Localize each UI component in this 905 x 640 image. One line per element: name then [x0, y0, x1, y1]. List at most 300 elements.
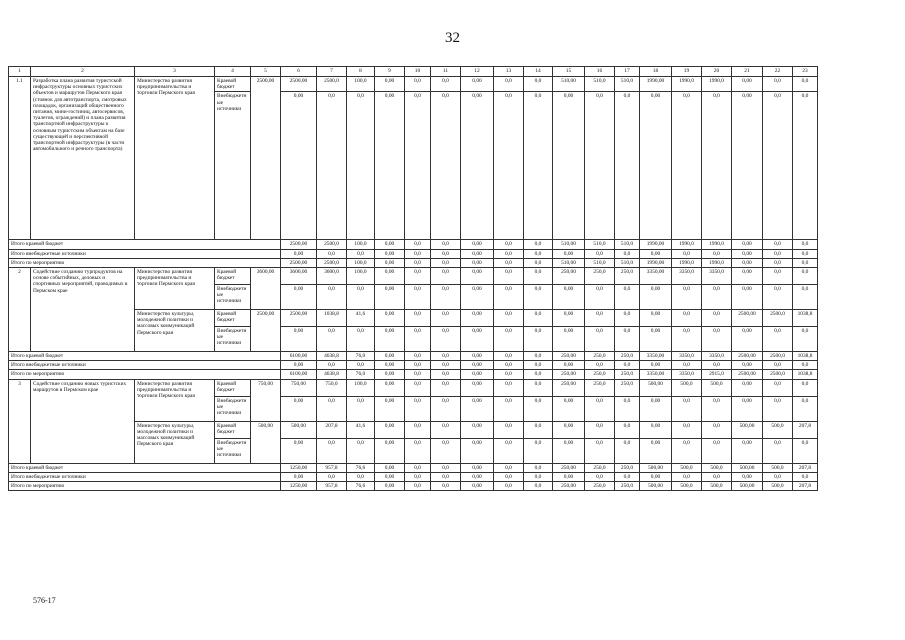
value-cell: 0,0 [494, 240, 524, 249]
value-cell: 0,0 [615, 472, 640, 481]
value-cell: 0,0 [702, 472, 732, 481]
value-cell: 0,0 [494, 310, 524, 327]
value-cell: 0,0 [615, 249, 640, 258]
value-cell: 0,00 [553, 327, 585, 352]
value-cell: 0,00 [461, 77, 494, 92]
value-cell: 0,0 [431, 258, 461, 267]
value-cell: 1990,0 [702, 258, 732, 267]
value-cell: 0,00 [732, 361, 763, 370]
value-cell: 0,0 [763, 396, 793, 421]
row-2-a-budget [9, 268, 818, 285]
value-cell: 0,00 [461, 310, 494, 327]
value-cell: 0,00 [375, 240, 405, 249]
value-cell: 0,0 [524, 379, 553, 396]
value-cell: 0,0 [524, 361, 553, 370]
value-cell: 0,0 [672, 421, 702, 438]
value-cell: 0,0 [431, 249, 461, 258]
value-cell: 0,0 [347, 438, 375, 463]
value-cell: 0,0 [405, 77, 431, 92]
column-number: 21 [732, 67, 763, 77]
executor: Министерство культуры, молодежной политики и массовых коммуникаций Пермского края [135, 310, 215, 352]
total-row-budget [9, 463, 818, 472]
value-cell: 0,00 [375, 370, 405, 379]
item-number: 1.1 [9, 77, 31, 240]
value-cell: 0,00 [553, 92, 585, 240]
value-cell: 500,0 [672, 482, 702, 491]
value-cell: 0,0 [405, 438, 431, 463]
column-number: 16 [585, 67, 615, 77]
value-cell: 0,0 [585, 310, 615, 327]
value-cell: 0,0 [672, 396, 702, 421]
value-cell: 2500,00 [732, 352, 763, 361]
source-budget: Краевой бюджет [215, 379, 251, 396]
value-cell: 0,0 [702, 396, 732, 421]
value-cell: 0,0 [585, 327, 615, 352]
column-number: 8 [347, 67, 375, 77]
value-cell: 0,00 [732, 438, 763, 463]
value-cell: 3350,0 [672, 370, 702, 379]
value-cell: 0,00 [640, 396, 672, 421]
value-cell: 0,0 [347, 285, 375, 310]
value-cell: 0,0 [494, 258, 524, 267]
total-row-extra [9, 472, 818, 481]
value-cell: 0,0 [524, 421, 553, 438]
value-cell: 3600,00 [281, 268, 317, 285]
value-cell: 750,0 [317, 379, 347, 396]
value-cell: 100,0 [347, 379, 375, 396]
value-cell: 0,00 [461, 361, 494, 370]
value-cell: 0,0 [793, 396, 818, 421]
value-cell: 0,0 [793, 361, 818, 370]
column-number: 1 [9, 67, 31, 77]
value-cell: 0,0 [494, 421, 524, 438]
total-label: Итого внебюджетные источники [9, 472, 281, 481]
value-cell: 0,00 [461, 258, 494, 267]
financing-table [8, 66, 818, 491]
value-cell: 0,00 [732, 240, 763, 249]
value-cell: 0,0 [524, 249, 553, 258]
value-cell: 0,0 [524, 472, 553, 481]
value-cell: 0,0 [494, 285, 524, 310]
value-cell: 0,0 [405, 92, 431, 240]
value-cell: 0,0 [431, 370, 461, 379]
column-number: 19 [672, 67, 702, 77]
value-cell: 2500,00 [281, 77, 317, 92]
value-cell: 500,00 [732, 421, 763, 438]
value-cell: 0,00 [375, 352, 405, 361]
total-label: Итого краевой бюджет [9, 240, 281, 249]
executor: Министерство развития предпринимательства и торговли Пермского края [135, 77, 215, 240]
value-cell: 0,0 [405, 379, 431, 396]
value-cell: 1038,8 [793, 352, 818, 361]
source-extra: Внебюджетные источники [215, 92, 251, 240]
value-cell: 0,00 [553, 396, 585, 421]
value-cell: 0,0 [585, 472, 615, 481]
value-cell: 510,00 [553, 258, 585, 267]
value-cell: 0,0 [615, 396, 640, 421]
value-cell: 510,0 [585, 240, 615, 249]
item-name: Разработка плана развития туристской инфраструктуры основных туристских объектов и маршрутов Пермского края (стоянок для автотранспорта, смотровых площадок, организаций общественного питания, мини-гостиниц, автосервисов, туалетов, ограждений) и плана развития транспортной инфраструктуры к основным туристским объектам на базе существующей и перспективной транспортной инфраструктуры (в части автомобильного и речного транспорта) [31, 77, 135, 240]
value-cell: 0,0 [524, 396, 553, 421]
value-cell: 0,00 [461, 249, 494, 258]
value-cell: 1990,00 [640, 77, 672, 92]
value-cell: 0,0 [405, 258, 431, 267]
value-cell: 500,0 [763, 482, 793, 491]
value-cell: 0,0 [524, 370, 553, 379]
value-cell: 2500,00 [732, 310, 763, 327]
value-cell: 1990,0 [672, 240, 702, 249]
value-cell: 76,0 [347, 352, 375, 361]
value-cell: 250,00 [553, 463, 585, 472]
value-cell: 0,0 [615, 438, 640, 463]
value-cell: 0,00 [461, 327, 494, 352]
value-cell: 0,0 [672, 310, 702, 327]
value-cell: 0,00 [375, 92, 405, 240]
value-cell: 0,00 [375, 438, 405, 463]
value-cell: 500,00 [640, 463, 672, 472]
value-cell: 0,00 [640, 438, 672, 463]
value-cell: 750,00 [281, 379, 317, 396]
value-cell: 1990,0 [702, 240, 732, 249]
value-cell: 0,0 [347, 361, 375, 370]
value-cell: 0,0 [524, 438, 553, 463]
value-cell: 0,0 [615, 327, 640, 352]
value-cell: 0,0 [494, 396, 524, 421]
column-number: 12 [461, 67, 494, 77]
column-number: 15 [553, 67, 585, 77]
value-cell: 76,6 [347, 463, 375, 472]
value-cell: 250,0 [585, 352, 615, 361]
value-cell: 250,0 [585, 463, 615, 472]
value-cell: 0,0 [347, 472, 375, 481]
value-cell: 0,0 [431, 77, 461, 92]
value-cell: 0,0 [585, 92, 615, 240]
value-cell: 0,0 [431, 268, 461, 285]
item-name: Содействие созданию турпродуктов на основе событийных, деловых и спортивных мероприятий, проводимых в Пермском крае [31, 268, 135, 352]
value-cell: 0,0 [405, 361, 431, 370]
value-cell: 500,00 [640, 482, 672, 491]
value-cell: 1250,00 [281, 482, 317, 491]
value-cell: 0,00 [732, 249, 763, 258]
value-cell: 0,0 [585, 249, 615, 258]
value-cell: 250,0 [615, 379, 640, 396]
value-cell: 0,00 [640, 327, 672, 352]
value-cell: 0,0 [524, 240, 553, 249]
value-cell: 0,0 [317, 249, 347, 258]
value-cell: 1038,8 [793, 370, 818, 379]
value-cell: 0,0 [585, 438, 615, 463]
value-cell: 0,0 [793, 249, 818, 258]
value-cell: 0,0 [702, 327, 732, 352]
value-cell: 0,00 [461, 240, 494, 249]
total-label: Итого по мероприятию [9, 258, 281, 267]
table-body [9, 77, 818, 491]
column-number: 7 [317, 67, 347, 77]
value-cell: 250,0 [585, 370, 615, 379]
value-cell: 6100,00 [281, 352, 317, 361]
total-row-all [9, 258, 818, 267]
total-cell: 2500,00 [251, 77, 281, 240]
executor: Министерство развития предпринимательства и торговли Пермского края [135, 379, 215, 421]
value-cell: 0,0 [793, 240, 818, 249]
value-cell: 0,0 [672, 472, 702, 481]
value-cell: 0,0 [672, 438, 702, 463]
column-number: 3 [135, 67, 215, 77]
value-cell: 0,0 [317, 327, 347, 352]
value-cell: 2500,0 [317, 240, 347, 249]
value-cell: 1990,0 [702, 77, 732, 92]
value-cell: 0,00 [281, 92, 317, 240]
value-cell: 0,0 [317, 438, 347, 463]
value-cell: 100,0 [347, 258, 375, 267]
value-cell: 1038,8 [317, 310, 347, 327]
source-budget: Краевой бюджет [215, 310, 251, 327]
value-cell: 0,0 [494, 361, 524, 370]
value-cell: 250,0 [615, 268, 640, 285]
column-number: 23 [793, 67, 818, 77]
value-cell: 0,0 [317, 361, 347, 370]
value-cell: 0,00 [732, 396, 763, 421]
value-cell: 0,0 [494, 327, 524, 352]
value-cell: 0,0 [793, 77, 818, 92]
value-cell: 0,0 [702, 421, 732, 438]
value-cell: 0,00 [461, 285, 494, 310]
value-cell: 500,0 [702, 463, 732, 472]
source-extra: Внебюджетные источники [215, 327, 251, 352]
value-cell: 0,0 [347, 396, 375, 421]
total-row-all [9, 482, 818, 491]
value-cell: 0,0 [702, 285, 732, 310]
column-number: 10 [405, 67, 431, 77]
value-cell: 250,00 [553, 370, 585, 379]
header-row [9, 67, 818, 77]
value-cell: 0,00 [281, 327, 317, 352]
value-cell: 0,0 [431, 379, 461, 396]
value-cell: 0,0 [494, 92, 524, 240]
value-cell: 6100,00 [281, 370, 317, 379]
value-cell: 250,0 [585, 379, 615, 396]
column-number: 6 [281, 67, 317, 77]
value-cell: 0,0 [347, 249, 375, 258]
value-cell: 0,0 [672, 285, 702, 310]
value-cell: 0,0 [793, 258, 818, 267]
value-cell: 207,8 [793, 463, 818, 472]
value-cell: 0,0 [524, 285, 553, 310]
value-cell: 510,00 [553, 240, 585, 249]
source-extra: Внебюджетные источники [215, 396, 251, 421]
value-cell: 0,0 [763, 361, 793, 370]
value-cell: 0,0 [615, 310, 640, 327]
value-cell: 1990,00 [640, 240, 672, 249]
value-cell: 0,0 [405, 421, 431, 438]
value-cell: 100,0 [347, 268, 375, 285]
executor: Министерство культуры, молодежной политики и массовых коммуникаций Пермского края [135, 421, 215, 463]
value-cell: 0,00 [281, 438, 317, 463]
value-cell: 0,0 [431, 463, 461, 472]
value-cell: 0,0 [524, 310, 553, 327]
total-row-budget [9, 352, 818, 361]
source-budget: Краевой бюджет [215, 268, 251, 285]
value-cell: 0,0 [405, 327, 431, 352]
value-cell: 0,00 [375, 258, 405, 267]
column-number: 2 [31, 67, 135, 77]
column-number: 5 [251, 67, 281, 77]
column-number: 20 [702, 67, 732, 77]
value-cell: 100,0 [347, 77, 375, 92]
column-number: 13 [494, 67, 524, 77]
value-cell: 0,00 [732, 268, 763, 285]
value-cell: 0,00 [375, 327, 405, 352]
value-cell: 2915,0 [702, 370, 732, 379]
value-cell: 0,0 [431, 285, 461, 310]
value-cell: 0,0 [494, 482, 524, 491]
value-cell: 0,0 [494, 370, 524, 379]
value-cell: 0,0 [702, 310, 732, 327]
value-cell: 0,0 [672, 327, 702, 352]
value-cell: 3350,0 [672, 352, 702, 361]
value-cell: 0,0 [763, 472, 793, 481]
value-cell: 0,00 [375, 249, 405, 258]
source-extra: Внебюджетные источники [215, 438, 251, 463]
value-cell: 0,0 [763, 379, 793, 396]
value-cell: 0,00 [461, 92, 494, 240]
value-cell: 957,8 [317, 463, 347, 472]
value-cell: 0,0 [494, 379, 524, 396]
value-cell: 0,00 [553, 361, 585, 370]
column-number: 14 [524, 67, 553, 77]
value-cell: 3350,00 [640, 370, 672, 379]
value-cell: 250,00 [553, 352, 585, 361]
value-cell: 0,0 [793, 268, 818, 285]
total-label: Итого по мероприятию [9, 482, 281, 491]
value-cell: 250,0 [615, 463, 640, 472]
value-cell: 0,0 [763, 249, 793, 258]
total-row-extra [9, 249, 818, 258]
value-cell: 0,0 [431, 352, 461, 361]
value-cell: 250,0 [615, 352, 640, 361]
value-cell: 500,0 [672, 379, 702, 396]
value-cell: 0,00 [732, 258, 763, 267]
source-budget: Краевой бюджет [215, 421, 251, 438]
value-cell: 0,0 [405, 240, 431, 249]
value-cell: 0,0 [405, 310, 431, 327]
value-cell: 41,6 [347, 310, 375, 327]
value-cell: 207,8 [793, 421, 818, 438]
value-cell: 0,00 [281, 249, 317, 258]
value-cell: 500,0 [672, 463, 702, 472]
value-cell: 3350,00 [640, 268, 672, 285]
value-cell: 510,0 [615, 77, 640, 92]
value-cell: 3600,0 [317, 268, 347, 285]
value-cell: 0,0 [431, 240, 461, 249]
value-cell: 0,00 [553, 472, 585, 481]
value-cell: 0,00 [461, 396, 494, 421]
value-cell: 0,0 [585, 285, 615, 310]
value-cell: 0,0 [793, 327, 818, 352]
value-cell: 0,00 [732, 285, 763, 310]
value-cell: 0,00 [553, 249, 585, 258]
value-cell: 250,00 [553, 482, 585, 491]
page-number: 32 [445, 30, 460, 46]
value-cell: 0,00 [375, 310, 405, 327]
column-number: 11 [431, 67, 461, 77]
value-cell: 0,00 [553, 310, 585, 327]
value-cell: 500,0 [763, 463, 793, 472]
value-cell: 0,0 [317, 396, 347, 421]
value-cell: 0,0 [431, 472, 461, 481]
item-number: 3 [9, 379, 31, 463]
value-cell: 2500,0 [763, 370, 793, 379]
value-cell: 207,8 [793, 482, 818, 491]
value-cell: 0,0 [524, 268, 553, 285]
document-code: 576-17 [33, 596, 56, 605]
value-cell: 207,8 [317, 421, 347, 438]
value-cell: 0,0 [347, 92, 375, 240]
value-cell: 0,00 [640, 249, 672, 258]
value-cell: 0,00 [461, 482, 494, 491]
row-1-1-budget [9, 77, 818, 92]
value-cell: 0,0 [763, 77, 793, 92]
value-cell: 0,0 [585, 421, 615, 438]
total-cell: 500,00 [251, 421, 281, 463]
value-cell: 0,0 [793, 438, 818, 463]
value-cell: 0,0 [763, 258, 793, 267]
value-cell: 500,00 [640, 379, 672, 396]
value-cell: 0,0 [672, 249, 702, 258]
value-cell: 0,00 [375, 77, 405, 92]
value-cell: 0,00 [461, 472, 494, 481]
value-cell: 0,00 [640, 92, 672, 240]
value-cell: 510,0 [615, 258, 640, 267]
value-cell: 0,0 [702, 438, 732, 463]
value-cell: 0,00 [732, 327, 763, 352]
value-cell: 0,00 [640, 472, 672, 481]
value-cell: 510,0 [585, 258, 615, 267]
value-cell: 0,0 [793, 92, 818, 240]
source-budget: Краевой бюджет [215, 77, 251, 92]
value-cell: 0,0 [524, 258, 553, 267]
value-cell: 250,00 [553, 379, 585, 396]
value-cell: 510,0 [615, 240, 640, 249]
value-cell: 0,0 [405, 396, 431, 421]
value-cell: 0,00 [732, 379, 763, 396]
value-cell: 500,0 [763, 421, 793, 438]
value-cell: 500,0 [702, 482, 732, 491]
value-cell: 0,0 [494, 472, 524, 481]
value-cell: 0,0 [763, 327, 793, 352]
total-label: Итого краевой бюджет [9, 352, 281, 361]
value-cell: 0,0 [431, 310, 461, 327]
value-cell: 0,0 [524, 92, 553, 240]
value-cell: 510,00 [553, 77, 585, 92]
value-cell: 0,0 [431, 396, 461, 421]
value-cell: 0,0 [763, 240, 793, 249]
total-row-budget [9, 240, 818, 249]
value-cell: 0,0 [524, 463, 553, 472]
value-cell: 0,0 [585, 361, 615, 370]
value-cell: 0,0 [524, 482, 553, 491]
total-label: Итого по мероприятию [9, 370, 281, 379]
value-cell: 0,0 [405, 370, 431, 379]
value-cell: 0,00 [640, 421, 672, 438]
total-cell: 3600,00 [251, 268, 281, 310]
total-label: Итого краевой бюджет [9, 463, 281, 472]
value-cell: 0,0 [405, 268, 431, 285]
value-cell: 0,00 [732, 472, 763, 481]
value-cell: 0,0 [672, 92, 702, 240]
value-cell: 76,0 [347, 370, 375, 379]
total-label: Итого внебюджетные источники [9, 361, 281, 370]
